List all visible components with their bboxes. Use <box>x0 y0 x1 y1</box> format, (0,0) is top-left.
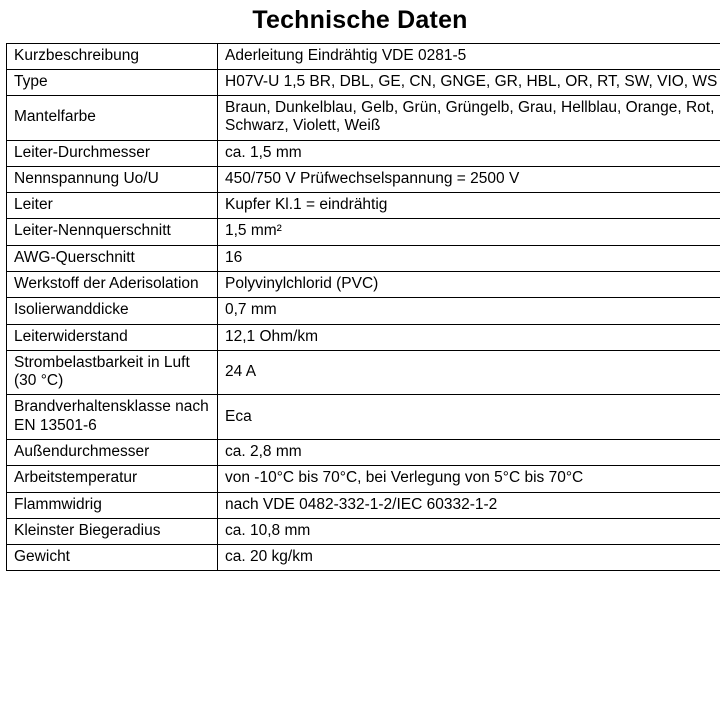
row-value: Eca <box>218 395 720 440</box>
table-row <box>7 193 720 219</box>
row-label: Gewicht <box>7 545 218 571</box>
table-row <box>7 69 720 95</box>
row-label: Mantelfarbe <box>7 96 218 141</box>
table-row <box>7 96 720 141</box>
row-value: Aderleitung Eindrähtig VDE 0281-5 <box>218 43 720 69</box>
row-label: Strombelastbarkeit in Luft (30 °C) <box>7 350 218 395</box>
row-value: 24 A <box>218 350 720 395</box>
row-value: 0,7 mm <box>218 298 720 324</box>
row-label: Leiterwiderstand <box>7 324 218 350</box>
row-value: ca. 1,5 mm <box>218 140 720 166</box>
row-value: 16 <box>218 245 720 271</box>
technical-data-table <box>6 43 720 572</box>
row-label <box>7 219 218 245</box>
row-value: 1,5 mm² <box>218 219 720 245</box>
table-row <box>7 140 720 166</box>
row-label-text: Leiter-Nennquerschnitt <box>14 222 171 240</box>
row-value: von -10°C bis 70°C, bei Verlegung von 5°C bis 70°C <box>218 466 720 492</box>
table-row <box>7 440 720 466</box>
table-row <box>7 545 720 571</box>
table-row <box>7 245 720 271</box>
row-value: nach VDE 0482-332-1-2/IEC 60332-1-2 <box>218 492 720 518</box>
row-value: ca. 10,8 mm <box>218 518 720 544</box>
row-value: 450/750 V Prüfwechselspannung = 2500 V <box>218 166 720 192</box>
row-label: Werkstoff der Aderisolation <box>7 272 218 298</box>
table-row <box>7 492 720 518</box>
row-label: Außendurchmesser <box>7 440 218 466</box>
table-body <box>7 43 720 571</box>
table-row <box>7 219 720 245</box>
row-value: Braun, Dunkelblau, Gelb, Grün, Grüngelb, Grau, Hellblau, Orange, Rot, Schwarz, Violett, Weiß <box>218 96 720 141</box>
table-row <box>7 43 720 69</box>
row-label: Type <box>7 69 218 95</box>
row-label: Kleinster Biegeradius <box>7 518 218 544</box>
table-row <box>7 324 720 350</box>
table-row <box>7 350 720 395</box>
row-label: AWG-Querschnitt <box>7 245 218 271</box>
row-label: Leiter <box>7 193 218 219</box>
row-label: Arbeitstemperatur <box>7 466 218 492</box>
row-value: Kupfer Kl.1 = eindrähtig <box>218 193 720 219</box>
row-label: Nennspannung Uo/U <box>7 166 218 192</box>
row-label: Isolierwanddicke <box>7 298 218 324</box>
table-row <box>7 272 720 298</box>
row-value: ca. 20 kg/km <box>218 545 720 571</box>
row-label: Flammwidrig <box>7 492 218 518</box>
page-title: Technische Daten <box>252 6 468 34</box>
row-value: Polyvinylchlorid (PVC) <box>218 272 720 298</box>
row-value: ca. 2,8 mm <box>218 440 720 466</box>
row-value: 12,1 Ohm/km <box>218 324 720 350</box>
table-row <box>7 518 720 544</box>
row-label: Leiter-Durchmesser <box>7 140 218 166</box>
table-row <box>7 298 720 324</box>
table-row <box>7 395 720 440</box>
row-value: H07V-U 1,5 BR, DBL, GE, CN, GNGE, GR, HBL, OR, RT, SW, VIO, WS <box>218 69 720 95</box>
row-label: Kurzbeschreibung <box>7 43 218 69</box>
table-row <box>7 166 720 192</box>
row-label: Brandverhaltensklasse nach EN 13501-6 <box>7 395 218 440</box>
table-row <box>7 466 720 492</box>
